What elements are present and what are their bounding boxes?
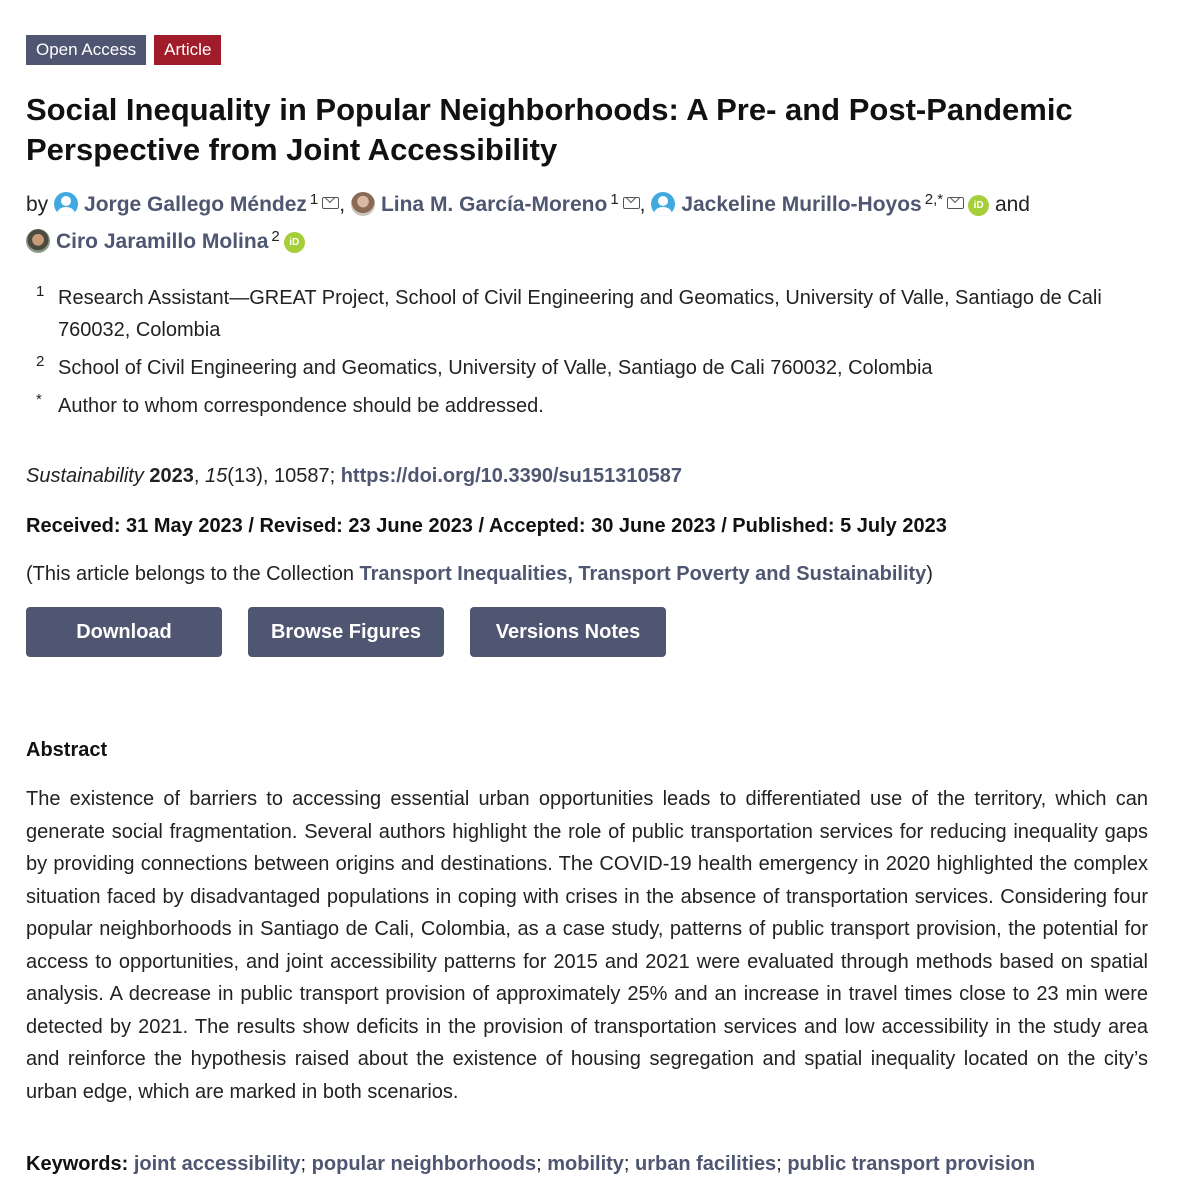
keywords-line: Keywords: joint accessibility; popular neighborhoods; mobility; urban facilities; public transport provision	[26, 1153, 1036, 1175]
affiliation-item	[26, 352, 1150, 384]
author-photo-avatar	[26, 229, 50, 253]
affiliation-text: School of Civil Engineering and Geomatics, University of Valle, Santiago de Cali 760032, Colombia	[58, 357, 933, 379]
action-buttons	[26, 607, 666, 657]
and-label: and	[994, 193, 1030, 216]
keyword-link[interactable]: public transport provision	[787, 1153, 1036, 1175]
abstract-heading: Abstract	[26, 739, 108, 761]
citation-year: 2023	[149, 465, 194, 487]
abstract-text: The existence of barriers to accessing essential urban opportunities leads to differentiated use of the territory, which can generate social fragmentation. Several authors highlight the role of public transportation services for reducing inequality gaps by providing connections between origins and destinations. The COVID-19 health emergency in 2020 highlighted the complex situation faced by disadvantaged populations in coping with crises in the absence of transportation services. Considering four popular neighborhoods in Santiago de Cali, Colombia, as a case study, patterns of public transport provision, the potential for access to opportunities, and joint accessibility patterns for 2015 and 2021 were evaluated through methods based on spatial analysis. A decrease in public transport provision of approximately 25% and an increase in travel times close to 23 min were detected by 2021. The results show deficits in the provision of transportation services and low accessibility in the study area and reinforce the hypothesis raised about the existence of housing segregation and spatial inequality located on the city’s urban edge, which are marked in both scenarios.	[26, 788, 1148, 1103]
orcid-icon[interactable]: iD	[284, 232, 305, 253]
author-link[interactable]: Lina M. García-Moreno	[380, 193, 608, 216]
email-icon[interactable]	[623, 197, 640, 209]
affiliation-item	[26, 390, 1150, 422]
keyword-link[interactable]: mobility	[547, 1153, 624, 1175]
author-photo-avatar	[351, 192, 375, 216]
affiliation-number: 2	[36, 353, 45, 370]
author-link[interactable]: Ciro Jaramillo Molina	[56, 230, 269, 253]
affiliation-text: Research Assistant—GREAT Project, School of Civil Engineering and Geomatics, University of Valle, Santiago de Cali 760032, Colombia	[58, 287, 1102, 341]
publication-dates: Received: 31 May 2023 / Revised: 23 June 2023 / Accepted: 30 June 2023 / Published: 5 July 2023	[26, 515, 947, 537]
keywords-label: Keywords:	[26, 1153, 129, 1175]
citation-issue-pages: (13), 10587;	[227, 465, 336, 487]
download-button[interactable]: Download	[26, 607, 222, 657]
affiliation-marker: 2,*	[924, 191, 944, 208]
affiliation-marker: 2	[271, 228, 280, 245]
journal-name: Sustainability	[26, 465, 144, 487]
affiliation-text: Author to whom correspondence should be addressed.	[58, 395, 544, 417]
author-link[interactable]: Jorge Gallego Méndez	[84, 193, 307, 216]
affiliation-item	[26, 282, 1150, 346]
email-icon[interactable]	[322, 197, 339, 209]
doi-link[interactable]: https://doi.org/10.3390/su151310587	[340, 465, 682, 487]
keyword-link[interactable]: urban facilities	[635, 1153, 777, 1175]
browse-figures-button[interactable]: Browse Figures	[248, 607, 444, 657]
article-badges	[26, 35, 221, 65]
author-link[interactable]: Jackeline Murillo-Hoyos	[681, 193, 922, 216]
article-type-badge: Article	[154, 35, 221, 65]
collection-suffix: )	[926, 563, 933, 585]
email-icon[interactable]	[947, 197, 964, 209]
open-access-badge[interactable]: Open Access	[26, 35, 146, 65]
affiliation-marker: 1	[610, 191, 619, 208]
collection-link[interactable]: Transport Inequalities, Transport Poverty and Sustainability	[359, 563, 927, 585]
citation-volume: 15	[205, 465, 228, 487]
keyword-link[interactable]: joint accessibility	[133, 1153, 301, 1175]
by-label: by	[26, 193, 49, 216]
affiliation-marker: 1	[309, 191, 319, 208]
article-title: Social Inequality in Popular Neighborhoods: A Pre- and Post-Pandemic Perspective from Joint Accessibility	[26, 92, 1073, 167]
citation-line: Sustainability 2023, 15(13), 10587; https://doi.org/10.3390/su151310587	[26, 465, 682, 487]
author-list: by Jorge Gallego Méndez $^1$ , Lina M. García-Moreno $^1$ , Jackeline Murillo-Hoyos $^{2,*}$ iD and Ciro Jaramillo Molina $^2$ iD	[26, 191, 1030, 253]
affiliations-list	[26, 282, 1150, 428]
affiliation-number: 1	[36, 283, 45, 300]
versions-notes-button[interactable]: Versions Notes	[470, 607, 666, 657]
orcid-icon[interactable]: iD	[968, 195, 989, 216]
collection-note	[26, 559, 933, 589]
affiliation-number: *	[36, 391, 42, 408]
user-avatar-icon	[54, 192, 78, 216]
collection-prefix: (This article belongs to the Collection	[26, 563, 360, 585]
user-avatar-icon	[651, 192, 675, 216]
keyword-link[interactable]: popular neighborhoods	[311, 1153, 537, 1175]
